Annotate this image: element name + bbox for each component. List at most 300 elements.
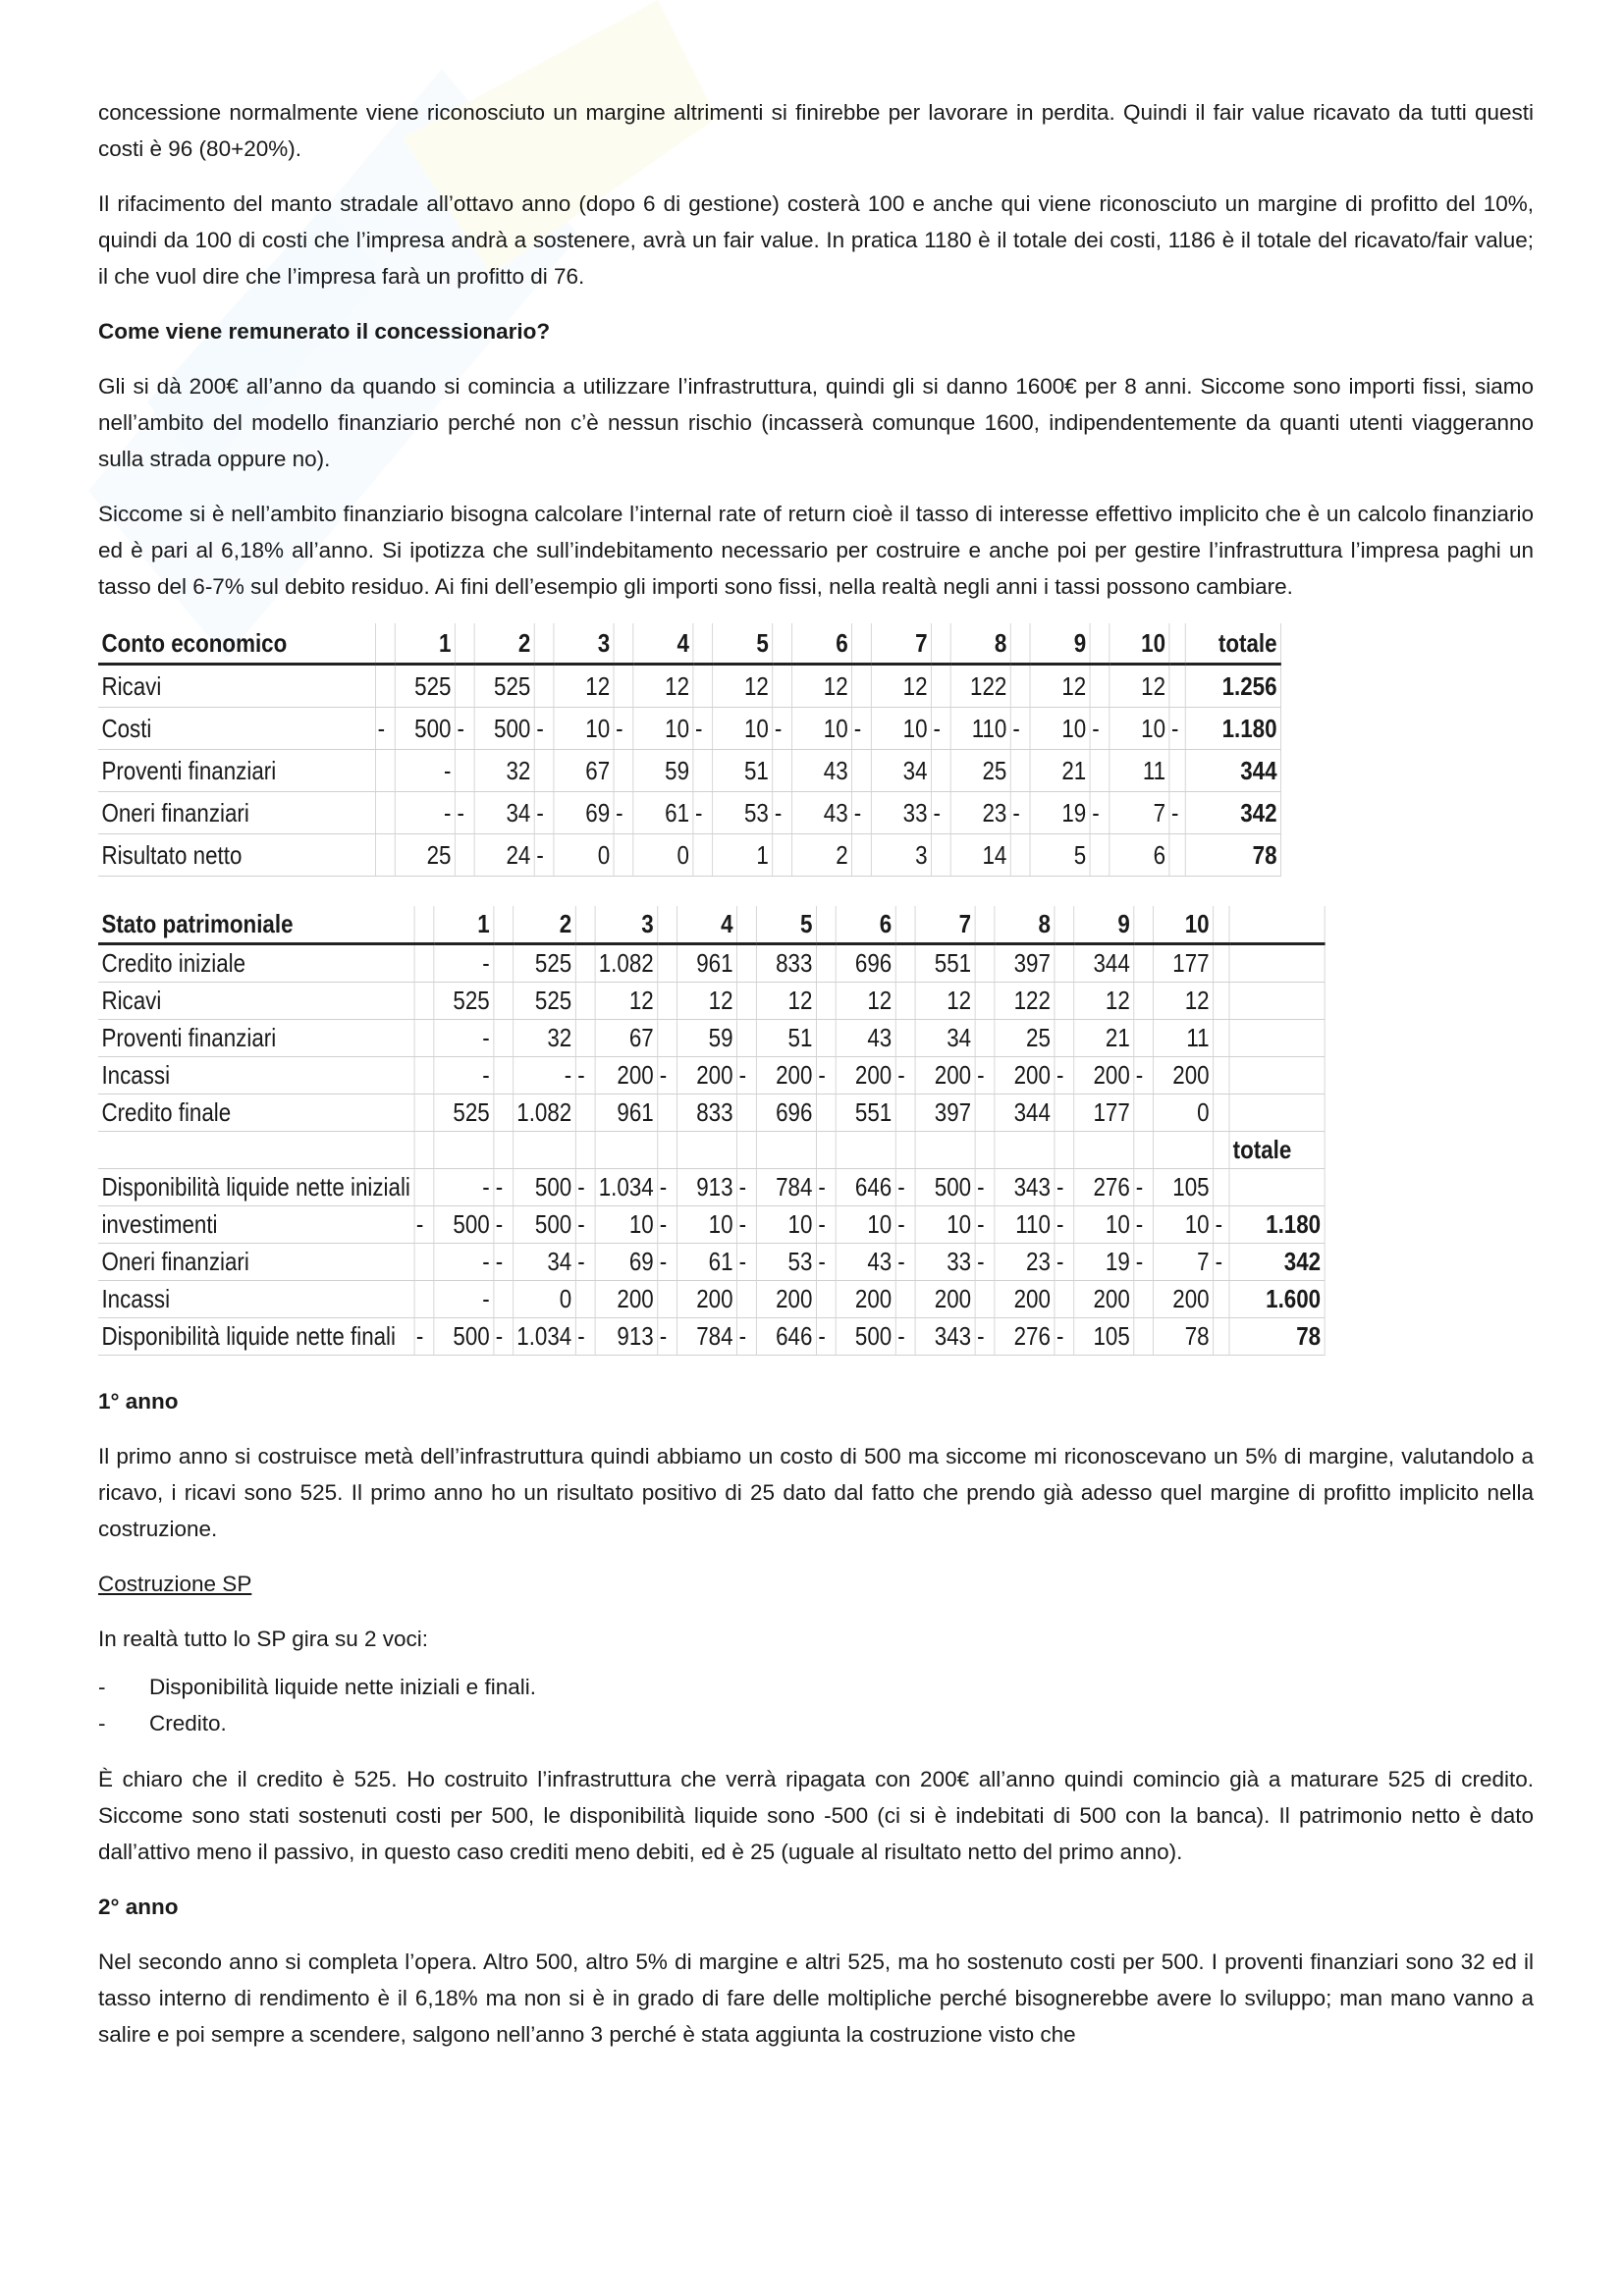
value-cell: 913 [677, 1169, 736, 1206]
sign-cell: - [816, 1169, 836, 1206]
value-cell: 200 [595, 1057, 658, 1095]
sign-cell [575, 1281, 595, 1318]
value-cell: - [434, 1281, 494, 1318]
value-cell: 833 [756, 944, 816, 983]
sign-cell [895, 906, 915, 944]
sign-cell [895, 1281, 915, 1318]
value-cell: 10 [1030, 708, 1090, 750]
value-cell: 200 [1153, 1057, 1213, 1095]
sign-cell: - [816, 1244, 836, 1281]
sign-cell [534, 623, 554, 665]
document-page [98, 94, 1534, 2071]
row-label: Oneri finanziari [98, 1244, 414, 1281]
table-row [98, 750, 1280, 792]
sign-cell: - [1090, 708, 1110, 750]
year-header: 2 [513, 906, 575, 944]
table-row [98, 834, 1280, 877]
sign-cell [414, 1281, 434, 1318]
paragraph: concessione normalmente viene riconosciuto un margine altrimenti si finirebbe per lavorare in perdita. Quindi il fair value ricavato da tutti questi costi è 96 (80+20%). [98, 100, 1534, 161]
table-row [98, 1244, 1325, 1281]
sign-cell: - [494, 1169, 514, 1206]
sign-cell [614, 623, 633, 665]
value-cell: 525 [513, 983, 575, 1020]
paragraph: Il primo anno si costruisce metà dell’infrastruttura quindi abbiamo un costo di 500 ma siccome mi riconoscevano un 5% di margine, valutandolo a ricavo, i ricavi sono 525. Il primo anno ho un risultato positivo di 25 dato dal fatto che prendo già adesso quel margine di profitto implicito nella costruzione. [98, 1444, 1534, 1541]
sign-cell [1090, 623, 1110, 665]
value-cell: 12 [836, 983, 895, 1020]
sign-cell: - [931, 708, 950, 750]
sign-cell [736, 1132, 756, 1169]
row-label: Risultato netto [98, 834, 376, 877]
value-cell: 200 [1153, 1281, 1213, 1318]
sign-cell: - [1055, 1057, 1074, 1095]
value-cell: 0 [1153, 1095, 1213, 1132]
paragraph: In realtà tutto lo SP gira su 2 voci: [98, 1627, 429, 1651]
value-cell [434, 1132, 494, 1169]
sign-cell [414, 1132, 434, 1169]
value-cell: 10 [871, 708, 931, 750]
value-cell: 10 [1153, 1206, 1213, 1244]
value-cell: 69 [554, 792, 614, 834]
value-cell: 12 [713, 665, 773, 708]
value-cell: 78 [1153, 1318, 1213, 1356]
sign-cell: - [534, 708, 554, 750]
total-cell [1229, 1057, 1325, 1095]
sign-cell [1169, 665, 1185, 708]
sign-cell [816, 1132, 836, 1169]
financial-tables [98, 623, 1534, 1367]
value-cell [595, 1132, 658, 1169]
sign-cell [816, 1281, 836, 1318]
value-cell: 10 [554, 708, 614, 750]
sign-cell [931, 665, 950, 708]
value-cell: 276 [1074, 1169, 1134, 1206]
value-cell: 200 [595, 1281, 658, 1318]
row-label: Disponibilità liquide nette finali [98, 1318, 414, 1356]
value-cell: 784 [677, 1318, 736, 1356]
sign-cell [658, 1132, 677, 1169]
sign-cell [975, 1132, 995, 1169]
sign-cell [614, 665, 633, 708]
sign-cell [1213, 983, 1228, 1020]
sign-cell: - [575, 1318, 595, 1356]
row-label: Ricavi [98, 665, 376, 708]
sign-cell [494, 1020, 514, 1057]
value-cell: 1 [713, 834, 773, 877]
year-header: 6 [836, 906, 895, 944]
row-label: Disponibilità liquide nette iniziali [98, 1169, 414, 1206]
sign-cell [931, 750, 950, 792]
value-cell: 10 [791, 708, 851, 750]
value-cell: 500 [513, 1206, 575, 1244]
value-cell: 33 [871, 792, 931, 834]
value-cell: 23 [950, 792, 1010, 834]
sign-cell [1169, 834, 1185, 877]
sign-cell: - [895, 1057, 915, 1095]
total-header: totale [1229, 1132, 1325, 1169]
sign-cell [494, 944, 514, 983]
value-cell: 34 [915, 1020, 975, 1057]
value-cell: 200 [995, 1281, 1055, 1318]
sign-cell [852, 750, 872, 792]
sign-cell: - [736, 1057, 756, 1095]
total-cell: 1.180 [1185, 708, 1280, 750]
total-header: totale [1185, 623, 1280, 665]
sign-cell [852, 665, 872, 708]
value-cell: 200 [677, 1281, 736, 1318]
row-label: investimenti [98, 1206, 414, 1244]
sign-cell [975, 983, 995, 1020]
sign-cell: - [1134, 1169, 1154, 1206]
sign-cell [975, 906, 995, 944]
value-cell: 6 [1110, 834, 1169, 877]
value-cell: - [395, 792, 455, 834]
sign-cell [736, 906, 756, 944]
sign-cell [1090, 750, 1110, 792]
sign-cell [1055, 1095, 1074, 1132]
sign-cell [494, 983, 514, 1020]
sign-cell: - [975, 1057, 995, 1095]
value-cell: 500 [395, 708, 455, 750]
sign-cell [816, 983, 836, 1020]
list-item: - Disponibilità liquide nette iniziali e finali. [98, 1669, 1534, 1705]
sign-cell: - [816, 1206, 836, 1244]
paragraph: È chiaro che il credito è 525. Ho costruito l’infrastruttura che verrà ripagata con 200€ all’anno quindi comincio già a maturare 525 di credito. Siccome sono stati sostenuti costi per 500, le disponibilità liquide sono -500 (ci si è indebitati di 500 con la banca). Il patrimonio netto è dato dall’attivo meno il passivo, in questo caso crediti meno debiti, ed è 25 (uguale al risultato netto del primo anno). [98, 1767, 1534, 1864]
sign-cell: - [614, 792, 633, 834]
value-cell: 59 [633, 750, 693, 792]
sign-cell: - [895, 1206, 915, 1244]
value-cell: 7 [1153, 1244, 1213, 1281]
sign-cell: - [614, 708, 633, 750]
sign-cell [575, 906, 595, 944]
value-cell: 14 [950, 834, 1010, 877]
sign-cell: - [575, 1169, 595, 1206]
sign-cell [1213, 944, 1228, 983]
value-cell: 69 [595, 1244, 658, 1281]
sign-cell: - [534, 792, 554, 834]
value-cell: 43 [791, 750, 851, 792]
year-header: 10 [1110, 623, 1169, 665]
sign-cell [1090, 665, 1110, 708]
sign-cell [494, 1281, 514, 1318]
value-cell: 51 [756, 1020, 816, 1057]
year-header: 10 [1153, 906, 1213, 944]
sign-cell [494, 1057, 514, 1095]
year-header: 4 [633, 623, 693, 665]
value-cell: 19 [1030, 792, 1090, 834]
value-cell: 67 [595, 1020, 658, 1057]
table-row [98, 792, 1280, 834]
value-cell: - [395, 750, 455, 792]
total-cell [1229, 906, 1325, 944]
row-label: Costi [98, 708, 376, 750]
sign-cell [1213, 1057, 1228, 1095]
sign-cell: - [414, 1206, 434, 1244]
sign-cell: - [975, 1318, 995, 1356]
total-cell [1229, 944, 1325, 983]
value-cell: 10 [836, 1206, 895, 1244]
sign-cell: - [773, 708, 792, 750]
total-cell: 1.600 [1229, 1281, 1325, 1318]
value-cell: 1.034 [595, 1169, 658, 1206]
sign-cell: - [736, 1244, 756, 1281]
sign-cell [816, 1095, 836, 1132]
total-cell: 78 [1229, 1318, 1325, 1356]
total-cell: 78 [1185, 834, 1280, 877]
table-row [98, 1020, 1325, 1057]
value-cell: 25 [395, 834, 455, 877]
sign-cell [736, 1020, 756, 1057]
sign-cell: - [736, 1206, 756, 1244]
sign-cell [852, 834, 872, 877]
value-cell: 397 [995, 944, 1055, 983]
sign-cell [658, 944, 677, 983]
sign-cell [895, 983, 915, 1020]
sign-cell [1010, 834, 1030, 877]
value-cell: 43 [836, 1020, 895, 1057]
value-cell: 12 [871, 665, 931, 708]
sign-cell: - [975, 1244, 995, 1281]
value-cell: 200 [756, 1281, 816, 1318]
value-cell: 25 [950, 750, 1010, 792]
value-cell: 110 [995, 1206, 1055, 1244]
value-cell: 24 [474, 834, 534, 877]
value-cell: 122 [995, 983, 1055, 1020]
section-heading: 2° anno [98, 1895, 179, 1919]
value-cell: 12 [756, 983, 816, 1020]
sign-cell: - [773, 792, 792, 834]
sign-cell [455, 665, 474, 708]
sign-cell [1134, 1020, 1154, 1057]
sign-cell [1134, 1095, 1154, 1132]
value-cell: 34 [513, 1244, 575, 1281]
sign-cell [1213, 1132, 1228, 1169]
value-cell [1153, 1132, 1213, 1169]
value-cell: 344 [995, 1095, 1055, 1132]
sign-cell [1055, 1020, 1074, 1057]
value-cell: 1.082 [595, 944, 658, 983]
value-cell: 34 [474, 792, 534, 834]
table-row [98, 944, 1325, 983]
year-header: 3 [595, 906, 658, 944]
value-cell: 122 [950, 665, 1010, 708]
value-cell: 200 [915, 1281, 975, 1318]
sign-cell: - [455, 792, 474, 834]
value-cell: 525 [513, 944, 575, 983]
value-cell: 10 [1074, 1206, 1134, 1244]
value-cell: 10 [1110, 708, 1169, 750]
sign-cell [414, 1244, 434, 1281]
sign-cell: - [693, 792, 713, 834]
value-cell [677, 1132, 736, 1169]
section-heading: Come viene remunerato il concessionario? [98, 319, 551, 344]
value-cell: 200 [1074, 1057, 1134, 1095]
year-header: 9 [1030, 623, 1090, 665]
value-cell: 276 [995, 1318, 1055, 1356]
sign-cell [414, 1057, 434, 1095]
value-cell: 21 [1074, 1020, 1134, 1057]
value-cell: 200 [756, 1057, 816, 1095]
sign-cell [414, 983, 434, 1020]
table-row [98, 1057, 1325, 1095]
sign-cell: - [852, 708, 872, 750]
value-cell: 0 [554, 834, 614, 877]
sign-cell: - [376, 708, 396, 750]
sign-cell [534, 665, 554, 708]
year-header: 8 [950, 623, 1010, 665]
sign-cell [1055, 983, 1074, 1020]
sign-cell [736, 1095, 756, 1132]
value-cell: 500 [434, 1206, 494, 1244]
sign-cell: - [455, 708, 474, 750]
sign-cell [816, 1020, 836, 1057]
total-cell [1229, 1095, 1325, 1132]
row-label: Oneri finanziari [98, 792, 376, 834]
sign-cell [736, 1281, 756, 1318]
value-cell: 177 [1153, 944, 1213, 983]
table-header-row [98, 906, 1325, 944]
sign-cell: - [494, 1318, 514, 1356]
sign-cell [414, 944, 434, 983]
row-label: Incassi [98, 1057, 414, 1095]
value-cell: - [434, 1057, 494, 1095]
year-header: 1 [434, 906, 494, 944]
sign-cell: - [658, 1169, 677, 1206]
value-cell: 200 [677, 1057, 736, 1095]
sign-cell [376, 665, 396, 708]
sign-cell: - [575, 1244, 595, 1281]
value-cell: 200 [836, 1057, 895, 1095]
list-item: - Credito. [98, 1705, 1534, 1741]
value-cell: 551 [836, 1095, 895, 1132]
sign-cell [534, 750, 554, 792]
value-cell: 344 [1074, 944, 1134, 983]
sign-cell: - [575, 1057, 595, 1095]
sign-cell: - [1213, 1244, 1228, 1281]
value-cell [756, 1132, 816, 1169]
sign-cell [816, 944, 836, 983]
sign-cell [575, 983, 595, 1020]
value-cell [513, 1132, 575, 1169]
sign-cell: - [1169, 708, 1185, 750]
sign-cell [575, 944, 595, 983]
sign-cell: - [1010, 792, 1030, 834]
table-row [98, 1206, 1325, 1244]
sign-cell: - [1213, 1206, 1228, 1244]
sign-cell: - [414, 1318, 434, 1356]
table-row [98, 1318, 1325, 1356]
year-header: 1 [395, 623, 455, 665]
value-cell: 61 [633, 792, 693, 834]
row-label: Credito finale [98, 1095, 414, 1132]
value-cell: 67 [554, 750, 614, 792]
sign-cell [1010, 623, 1030, 665]
total-cell [1229, 1020, 1325, 1057]
value-cell: 2 [791, 834, 851, 877]
sign-cell: - [1169, 792, 1185, 834]
paragraph: Gli si dà 200€ all’anno da quando si comincia a utilizzare l’infrastruttura, quindi gli si danno 1600€ per 8 anni. Siccome sono importi fissi, siamo nell’ambito del modello finanziario perché non c’è nessun rischio (incasserà comunque 1600, indipendentemente da quanti utenti viaggeranno sulla strada oppure no). [98, 374, 1534, 471]
total-cell [1229, 983, 1325, 1020]
sign-cell [614, 750, 633, 792]
value-cell: 961 [595, 1095, 658, 1132]
value-cell: - [434, 1169, 494, 1206]
value-cell: 525 [434, 983, 494, 1020]
year-header: 3 [554, 623, 614, 665]
sign-cell [895, 1095, 915, 1132]
value-cell: 12 [554, 665, 614, 708]
sign-cell [852, 623, 872, 665]
sign-cell [975, 1095, 995, 1132]
value-cell: 12 [915, 983, 975, 1020]
value-cell: - [434, 944, 494, 983]
stato-patrimoniale-table [98, 906, 1325, 1356]
year-header: 7 [871, 623, 931, 665]
sign-cell [736, 944, 756, 983]
sign-cell [1134, 1132, 1154, 1169]
sign-cell: - [534, 834, 554, 877]
value-cell: 12 [1074, 983, 1134, 1020]
value-cell: 913 [595, 1318, 658, 1356]
sign-cell [975, 1281, 995, 1318]
sign-cell: - [736, 1318, 756, 1356]
value-cell: 343 [915, 1318, 975, 1356]
row-label: Proventi finanziari [98, 1020, 414, 1057]
year-header: 6 [791, 623, 851, 665]
value-cell: 12 [1030, 665, 1090, 708]
value-cell: 32 [474, 750, 534, 792]
value-cell: 105 [1074, 1318, 1134, 1356]
value-cell: 200 [915, 1057, 975, 1095]
table-row [98, 1095, 1325, 1132]
year-header: 4 [677, 906, 736, 944]
sign-cell: - [658, 1318, 677, 1356]
value-cell: 51 [713, 750, 773, 792]
table-row [98, 1281, 1325, 1318]
total-cell [1229, 1169, 1325, 1206]
sign-cell: - [852, 792, 872, 834]
sign-cell [1169, 750, 1185, 792]
value-cell: 10 [713, 708, 773, 750]
sign-cell: - [494, 1244, 514, 1281]
value-cell [915, 1132, 975, 1169]
sign-cell [773, 834, 792, 877]
value-cell: 43 [791, 792, 851, 834]
year-header: 8 [995, 906, 1055, 944]
sign-cell [1213, 906, 1228, 944]
sign-cell [376, 834, 396, 877]
sign-cell [693, 750, 713, 792]
sign-cell [816, 906, 836, 944]
conto-economico-table [98, 623, 1281, 877]
value-cell: 105 [1153, 1169, 1213, 1206]
paragraph: Nel secondo anno si completa l’opera. Altro 500, altro 5% di margine e altri 525, ma ho sostenuto costi per 500. I proventi finanziari sono 32 ed il tasso interno di rendimento è il 6,18% ma non si è in grado di fare delle moltipliche perché bisognerebbe avere lo sviluppo; man mano vanno a salire e poi sempre a scendere, salgono nell’anno 3 perché è stata aggiunta la costruzione visto che [98, 1949, 1534, 2047]
value-cell: 43 [836, 1244, 895, 1281]
sign-cell [414, 1020, 434, 1057]
sign-cell [455, 623, 474, 665]
value-cell: 525 [434, 1095, 494, 1132]
sign-cell [575, 1020, 595, 1057]
sign-cell [895, 1020, 915, 1057]
row-label: Proventi finanziari [98, 750, 376, 792]
sign-cell [1055, 906, 1074, 944]
sign-cell [1134, 1281, 1154, 1318]
value-cell: - [513, 1057, 575, 1095]
sign-cell [1134, 983, 1154, 1020]
bullet-list [98, 1669, 1534, 1741]
sign-cell [1134, 906, 1154, 944]
value-cell: 10 [677, 1206, 736, 1244]
value-cell: 500 [915, 1169, 975, 1206]
sign-cell [658, 1281, 677, 1318]
